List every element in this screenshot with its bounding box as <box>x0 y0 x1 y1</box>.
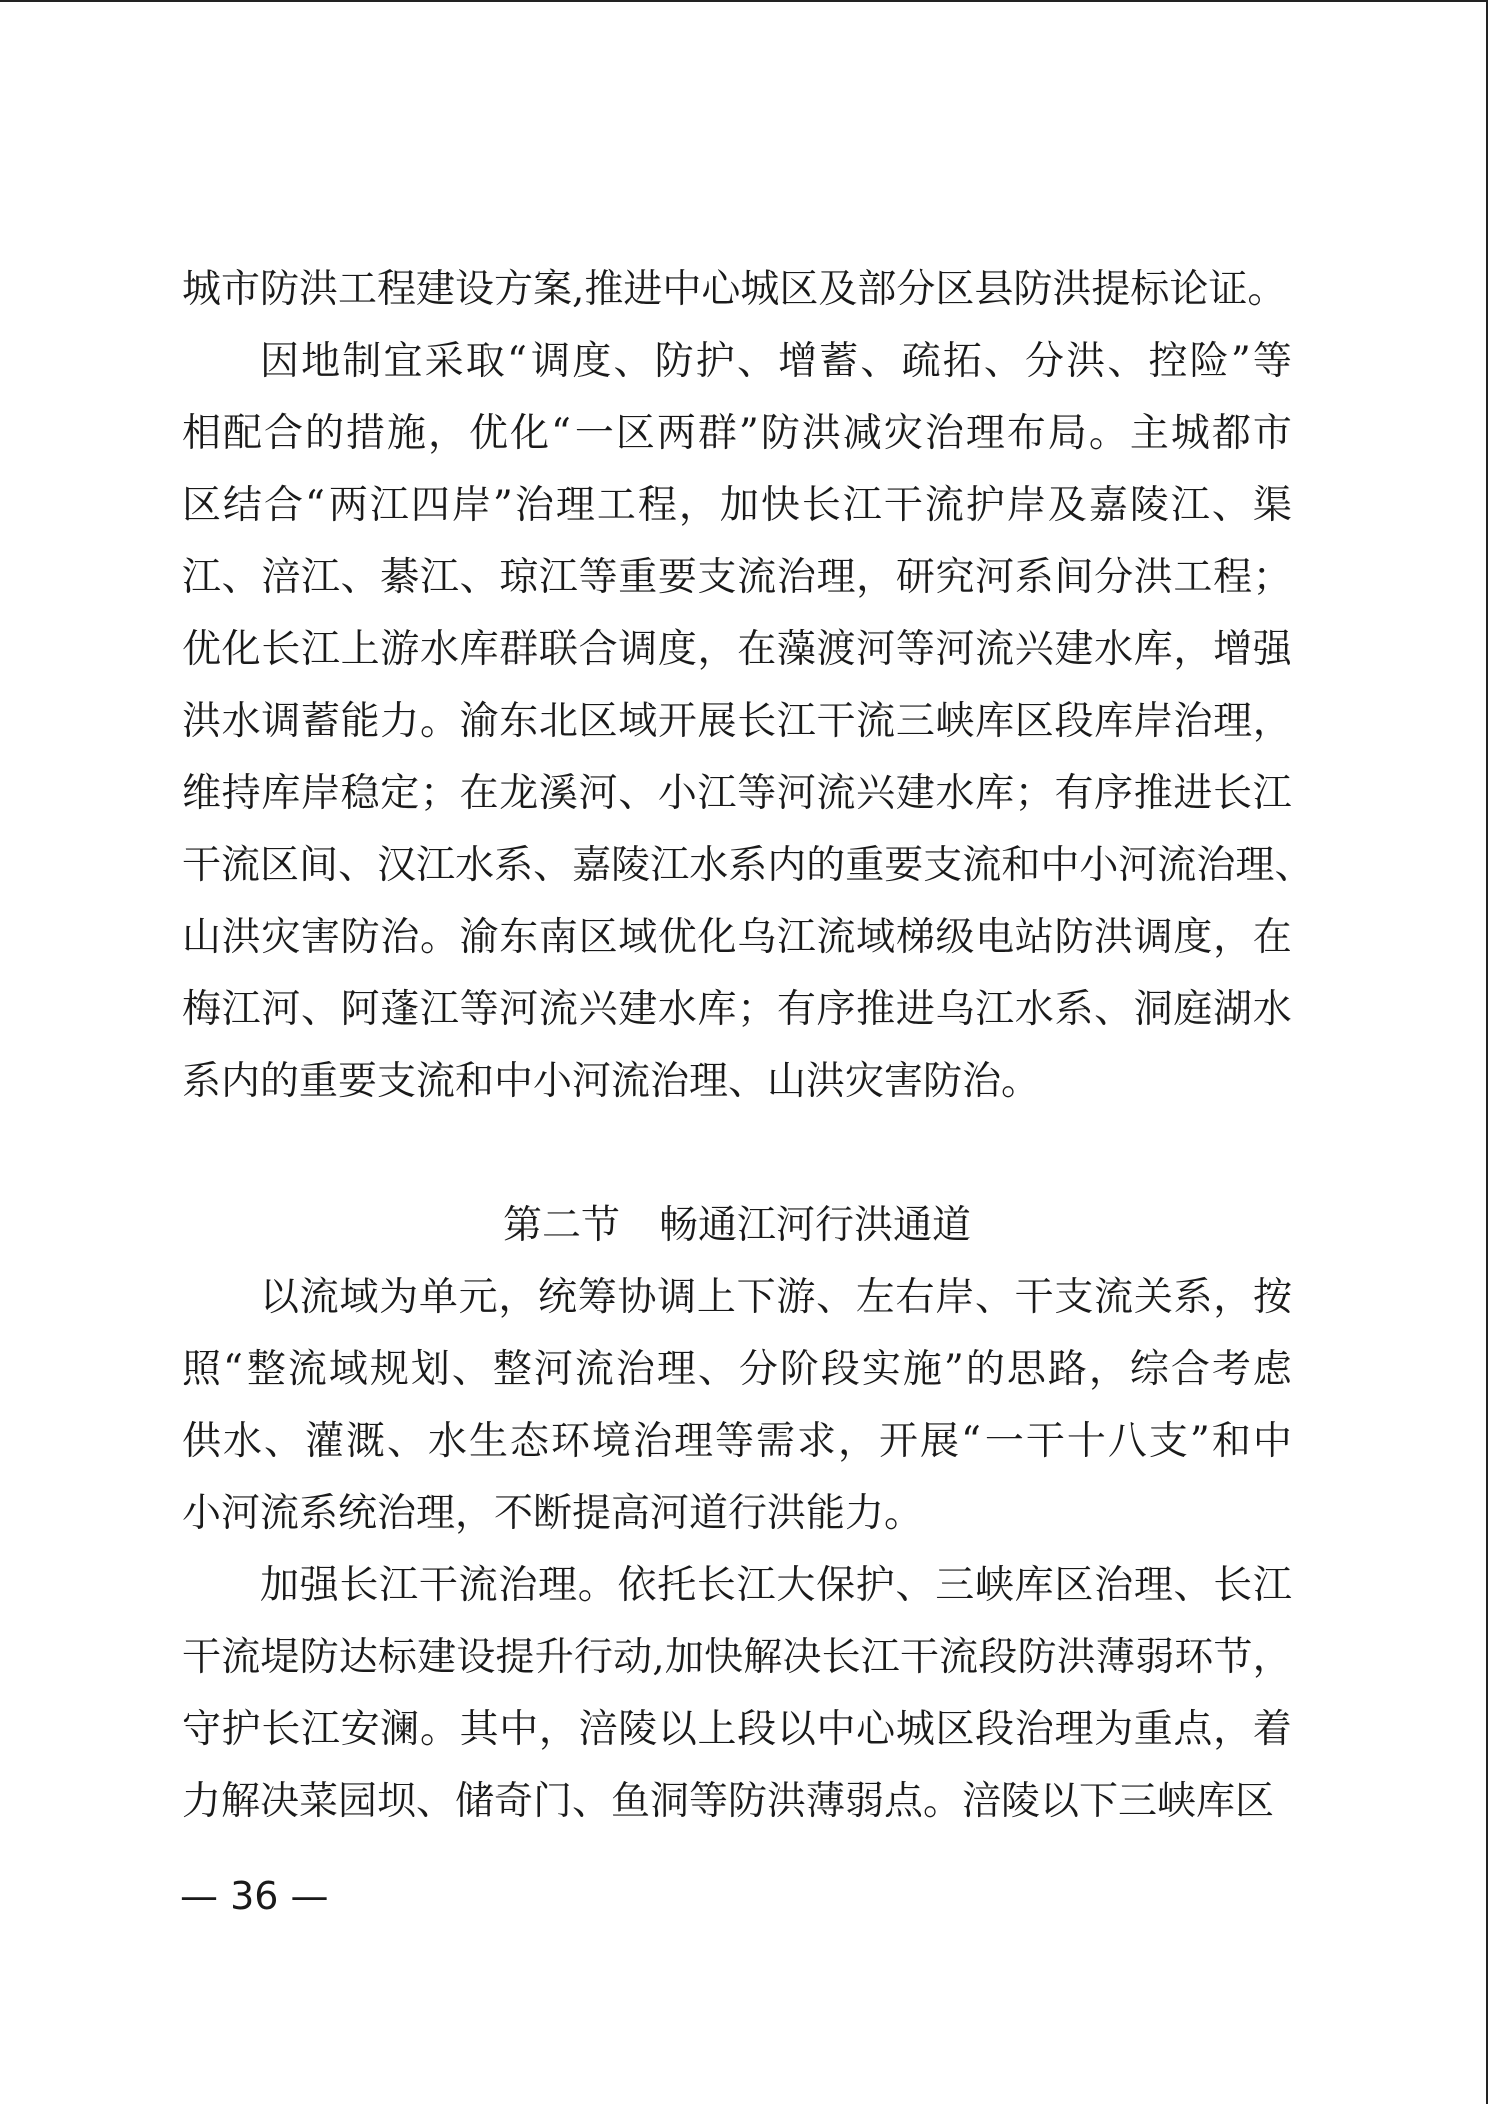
text-line: 江 、 涪 江 、 綦 江 、 琼 江 等 重 要 支 流 治 理 ， 研 究 河 系 间 分 洪 工 程 ； <box>182 555 1292 600</box>
section-heading: 第二节 畅通江河行洪通道 <box>502 1203 971 1248</box>
text-line: 加 强 长 江 干 流 治 理 。 依 托 长 江 大 保 护 、 三 峡 库 区 治 理 、 长 江 <box>260 1563 1292 1608</box>
text-line: 优 化 长 江 上 游 水 库 群 联 合 调 度 ， 在 藻 渡 河 等 河 流 兴 建 水 库 ， 增 强 <box>182 627 1292 672</box>
text-line: 照 “ 整 流 域 规 划 、 整 河 流 治 理 、 分 阶 段 实 施 ” 的 思 路 ， 综 合 考 虑 <box>182 1347 1292 1392</box>
text-line: 以 流 域 为 单 元 ， 统 筹 协 调 上 下 游 、 左 右 岸 、 干 支 流 关 系 ， 按 <box>260 1275 1292 1320</box>
text-line: 区 结 合 “ 两 江 四 岸 ” 治 理 工 程 ， 加 快 长 江 干 流 护 岸 及 嘉 陵 江 、 渠 <box>182 483 1292 528</box>
text-line: 供 水 、 灌 溉 、 水 生 态 环 境 治 理 等 需 求 ， 开 展 “ 一 干 十 八 支 ” 和 中 <box>182 1419 1292 1464</box>
text-line: 干 流 区 间 、 汉 江 水 系 、 嘉 陵 江 水 系 内 的 重 要 支 流 和 中 小 河 流 治 理 、 <box>182 843 1314 888</box>
text-line: 小河流系统治理，不断提高河道行洪能力。 <box>182 1491 924 1536</box>
body-text-bottom <box>182 1262 1292 1838</box>
text-line: 洪 水 调 蓄 能 力 。 渝 东 北 区 域 开 展 长 江 干 流 三 峡 库 区 段 库 岸 治 理 ， <box>182 699 1292 744</box>
text-line: 城市防洪工程建设方案,推进中心城区及部分区县防洪提标论证。 <box>182 267 1287 312</box>
text-line: 梅 江 河 、 阿 蓬 江 等 河 流 兴 建 水 库 ； 有 序 推 进 乌 江 水 系 、 洞 庭 湖 水 <box>182 987 1292 1032</box>
text-line: 系内的重要支流和中小河流治理、山洪灾害防治。 <box>182 1059 1041 1104</box>
text-line: 维 持 库 岸 稳 定 ； 在 龙 溪 河 、 小 江 等 河 流 兴 建 水 库 ； 有 序 推 进 长 江 <box>182 771 1292 816</box>
text-line: 守 护 长 江 安 澜 。 其 中 ， 涪 陵 以 上 段 以 中 心 城 区 段 治 理 为 重 点 ， 着 <box>182 1707 1292 1752</box>
page-number: — 36 — <box>180 1874 329 1918</box>
text-line: 干 流 堤 防 达 标 建 设 提 升 行 动 , 加 快 解 决 长 江 干 流 段 防 洪 薄 弱 环 节 ， <box>182 1635 1292 1680</box>
text-line: 相 配 合 的 措 施 ， 优 化 “ 一 区 两 群 ” 防 洪 减 灾 治 理 布 局 。 主 城 都 市 <box>182 411 1292 456</box>
body-text-top <box>182 254 1314 1118</box>
text-line: 力解决菜园坝、储奇门、鱼洞等防洪薄弱点。涪陵以下三峡库区 <box>182 1779 1275 1824</box>
text-line: 山 洪 灾 害 防 治 。 渝 东 南 区 域 优 化 乌 江 流 域 梯 级 电 站 防 洪 调 度 ， 在 <box>182 915 1292 960</box>
text-line: 因 地 制 宜 采 取 “ 调 度 、 防 护 、 增 蓄 、 疏 拓 、 分 洪 、 控 险 ” 等 <box>260 339 1292 384</box>
